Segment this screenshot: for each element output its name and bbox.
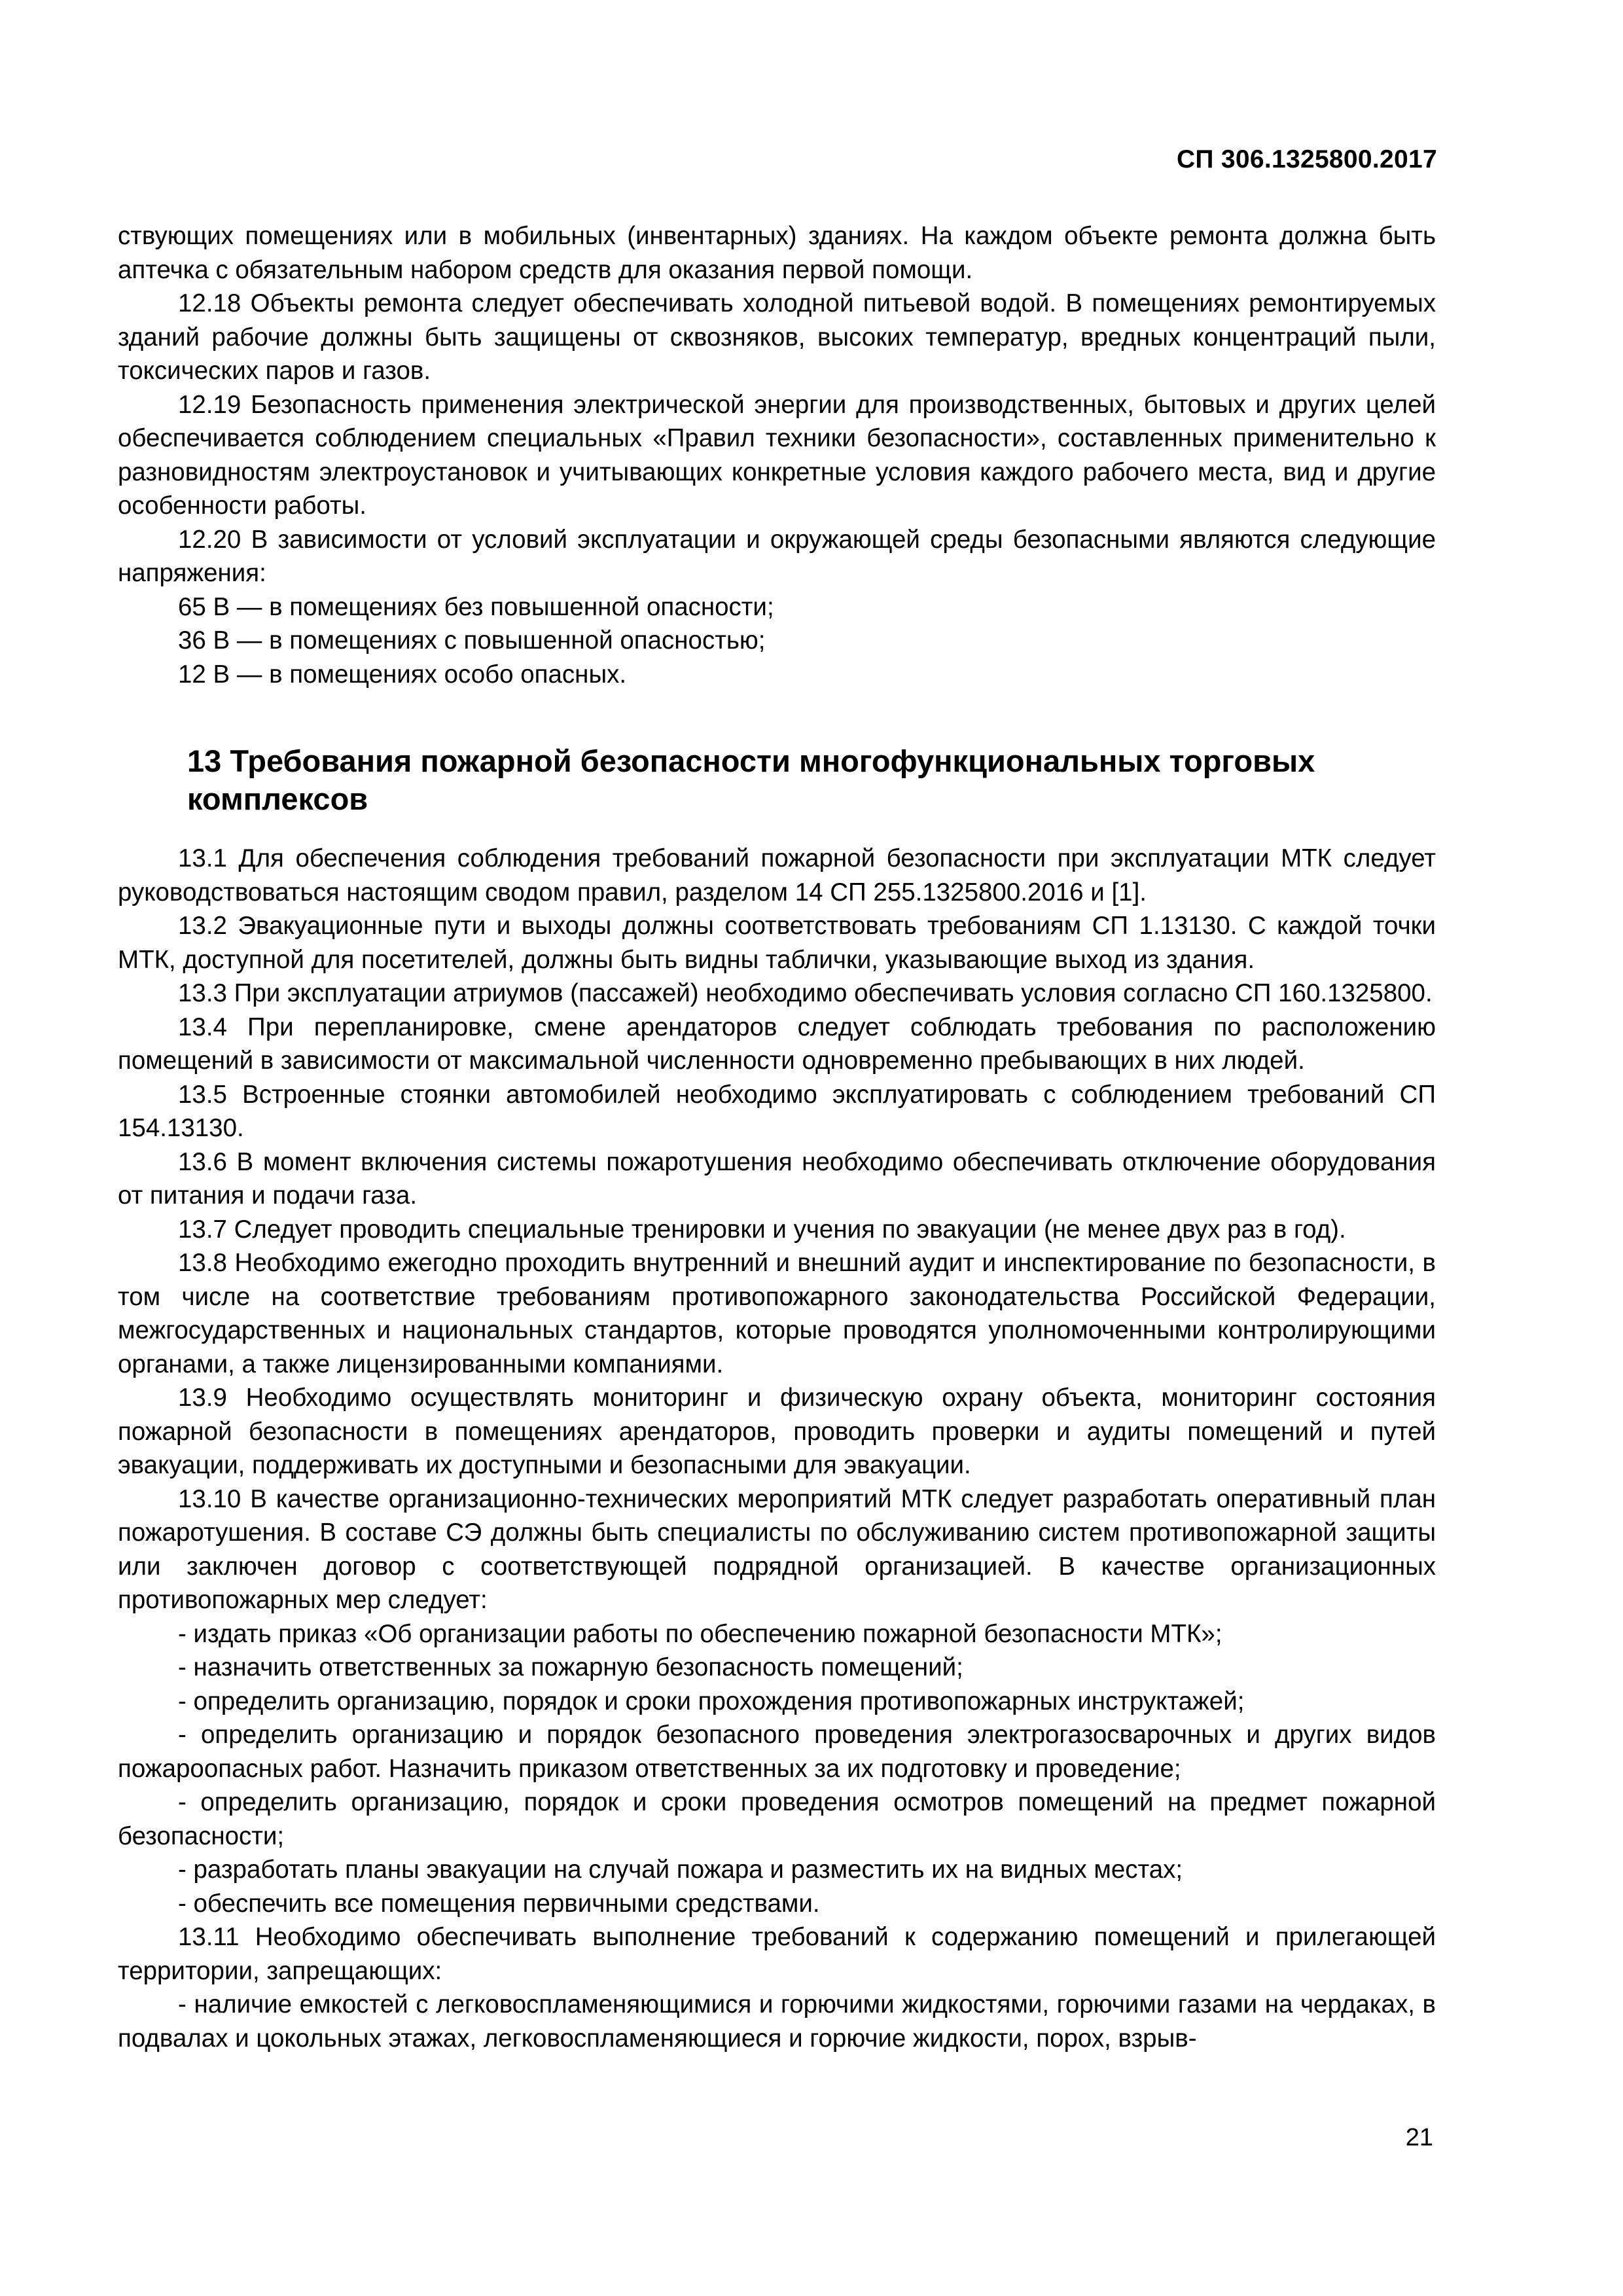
paragraph: 36 В — в помещениях с повышенной опасностью; xyxy=(178,626,766,655)
paragraph: - разработать планы эвакуации на случай пожара и разместить их на видных местах; xyxy=(178,1856,1183,1884)
paragraph: 13.4 При перепланировке, смене арендаторов следует соблюдать требования по расположению помещений в зависимости от максимальной численности одновременно пребывающих в них людей. xyxy=(118,1013,1436,1075)
paragraph: 12.18 Объекты ремонта следует обеспечивать холодной питьевой водой. В помещениях ремонтируемых зданий рабочие должны быть защищены от сквозняков, высоких температур, вредных концентраций пыли, токсических паров и газов. xyxy=(118,289,1436,385)
paragraph: 13.1 Для обеспечения соблюдения требований пожарной безопасности при эксплуатации МТК следует руководствоваться настоящим сводом правил, разделом 14 СП 255.1325800.2016 и [1]. xyxy=(118,844,1436,906)
paragraph: 13.2 Эвакуационные пути и выходы должны соответствовать требованиям СП 1.13130. С каждой точки МТК, доступной для посетителей, должны быть видны таблички, указывающие выход из здания. xyxy=(118,912,1436,974)
paragraph: 13.7 Следует проводить специальные тренировки и учения по эвакуации (не менее двух раз в год). xyxy=(178,1215,1346,1244)
page-number: 21 xyxy=(1405,2124,1433,2151)
paragraph: 13.10 В качестве организационно-технических мероприятий МТК следует разработать оперативный план пожаротушения. В составе СЭ должны быть специалисты по обслуживанию систем противопожарной защиты или заключен договор с соответствующей подрядной организацией. В качестве организационных противопожарных мер следует: xyxy=(118,1484,1436,1614)
paragraph: 13.9 Необходимо осуществлять мониторинг и физическую охрану объекта, мониторинг состояния пожарной безопасности в помещениях арендаторов, проводить проверки и аудиты помещений и путей эвакуации, поддерживать их доступными и безопасными для эвакуации. xyxy=(118,1384,1436,1479)
paragraph: - обеспечить все помещения первичными средствами. xyxy=(178,1889,820,1918)
paragraph: 65 В — в помещениях без повышенной опасности; xyxy=(178,592,774,621)
paragraph: - определить организацию и порядок безопасного проведения электрогазосварочных и других видов пожароопасных работ. Назначить приказом ответственных за их подготовку и проведение; xyxy=(118,1721,1436,1783)
paragraph: - определить организацию, порядок и сроки прохождения противопожарных инструктажей; xyxy=(178,1687,1245,1715)
paragraph: 12.20 В зависимости от условий эксплуатации и окружающей среды безопасными являются следующие напряжения: xyxy=(118,525,1436,587)
paragraph: - наличие емкостей с легковоспламеняющимися и горючими жидкостями, горючими газами на чердаках, в подвалах и цокольных этажах, легковоспламеняющиеся и горючие жидкости, порох, взрыв- xyxy=(118,1990,1436,2053)
paragraph: 13.5 Встроенные стоянки автомобилей необходимо эксплуатировать с соблюдением требований СП 154.13130. xyxy=(118,1080,1436,1142)
paragraph: 12 В — в помещениях особо опасных. xyxy=(178,660,627,689)
paragraphs-after-section xyxy=(118,842,1436,2055)
paragraph: 13.8 Необходимо ежегодно проходить внутренний и внешний аудит и инспектирование по безопасности, в том числе на соответствие требованиям противопожарного законодательства Российской Федерации, межгосударственных и национальных стандартов, которые проводятся уполномоченными контролирующими органами, а также лицензированными компаниями. xyxy=(118,1249,1436,1378)
document-code: СП 306.1325800.2017 xyxy=(1176,145,1437,173)
paragraph: 13.6 В момент включения системы пожаротушения необходимо обеспечивать отключение оборудования от питания и подачи газа. xyxy=(118,1147,1436,1210)
paragraph: 13.3 При эксплуатации атриумов (пассажей) необходимо обеспечивать условия согласно СП 160.1325800. xyxy=(178,979,1433,1007)
paragraph: - издать приказ «Об организации работы по обеспечению пожарной безопасности МТК»; xyxy=(178,1619,1222,1648)
paragraph: ствующих помещениях или в мобильных (инвентарных) зданиях. На каждом объекте ремонта должна быть аптечка с обязательным набором средств для оказания первой помощи. xyxy=(118,222,1436,284)
paragraph: 13.11 Необходимо обеспечивать выполнение требований к содержанию помещений и прилегающей территории, запрещающих: xyxy=(118,1923,1436,1985)
paragraph: - определить организацию, порядок и сроки проведения осмотров помещений на предмет пожарной безопасности; xyxy=(118,1788,1436,1850)
paragraph: - назначить ответственных за пожарную безопасность помещений; xyxy=(178,1653,963,1681)
paragraphs-before-section xyxy=(118,219,1436,691)
paragraph: 12.19 Безопасность применения электрической энергии для производственных, бытовых и других целей обеспечивается соблюдением специальных «Правил техники безопасности», составленных применительно к разновидностям электроустановок и учитывающих конкретные условия каждого рабочего места, вид и другие особенности работы. xyxy=(118,390,1436,520)
section-heading: 13 Требования пожарной безопасности многофункциональных торговых комплексов xyxy=(187,744,1315,816)
page-body xyxy=(118,219,1436,2055)
